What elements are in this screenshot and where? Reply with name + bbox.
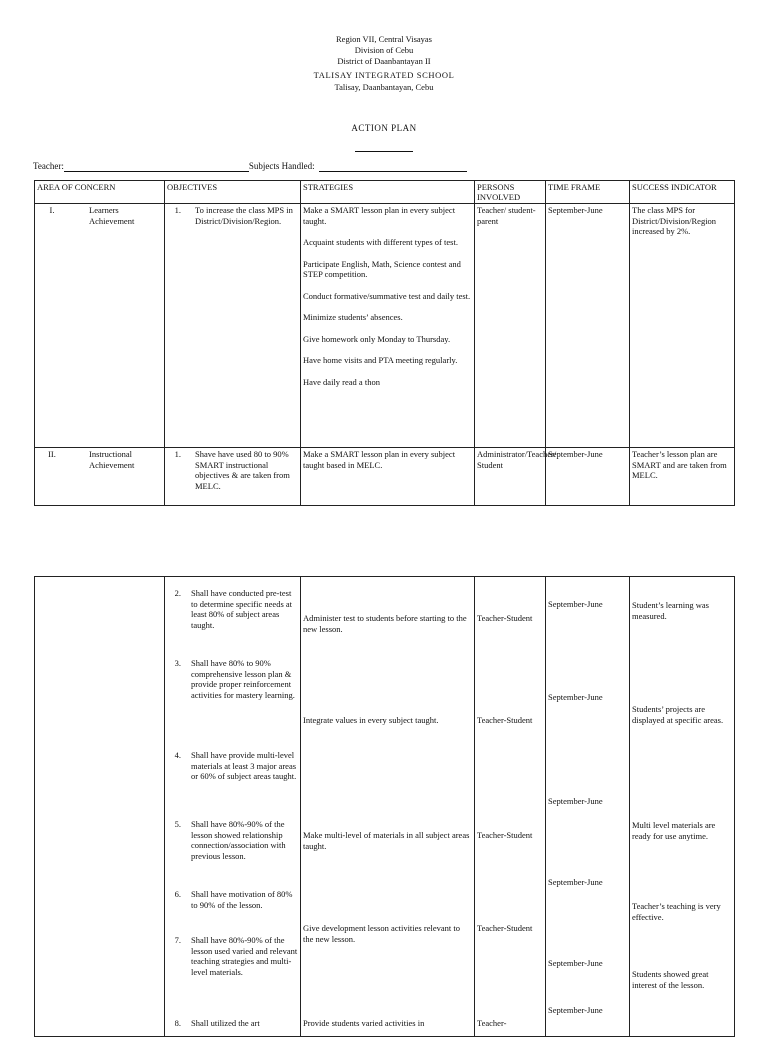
- success-item: Student’s learning was measured.: [632, 600, 709, 621]
- action-plan-table: [34, 180, 735, 506]
- objective-number: 1.: [174, 449, 181, 459]
- strategy-item: Provide students varied activities in: [303, 1018, 425, 1028]
- objective-cell: [165, 448, 301, 506]
- school-name: TALISAY INTEGRATED SCHOOL: [313, 70, 455, 80]
- strategy-item: Give development lesson activities relevant to the new lesson.: [303, 923, 460, 944]
- col-area: AREA OF CONCERN: [35, 181, 165, 204]
- objective-text: Shall have provide multi-level materials at least 3 major areas or 60% of subject areas taught.: [191, 750, 297, 781]
- table-row: [35, 448, 735, 506]
- area-number: I.: [49, 205, 55, 215]
- strategy-item: Make a SMART lesson plan in every subject taught.: [303, 205, 456, 226]
- objective-number: 4.: [174, 750, 181, 760]
- subjects-blank: [319, 163, 467, 172]
- area-number: II.: [48, 449, 56, 459]
- strategy-item: Integrate values in every subject taught.: [303, 715, 439, 725]
- strategy-item: Administer test to students before starting to the new lesson.: [303, 613, 467, 634]
- time-item: September-June: [548, 796, 603, 806]
- region-line: Region VII, Central Visayas: [336, 34, 432, 44]
- strategy-item: Conduct formative/summative test and daily test.: [303, 290, 471, 301]
- success-item: Students’ projects are displayed at specific areas.: [632, 704, 724, 725]
- persons-cell: Administrator/Teacher/ Student: [475, 448, 546, 506]
- table-row: [35, 577, 735, 1037]
- area-text: Instructional Achievement: [89, 449, 135, 470]
- teacher-label: Teacher:: [33, 161, 64, 171]
- objective-item: [167, 889, 298, 910]
- objective-number: 7.: [174, 935, 181, 945]
- col-strategies: STRATEGIES: [301, 181, 475, 204]
- teacher-line: [33, 161, 467, 172]
- table-row: [35, 204, 735, 448]
- strategy-item: Have daily read a thon: [303, 376, 380, 387]
- time-cell: [546, 577, 630, 1037]
- time-item: September-June: [548, 599, 603, 609]
- strategy-item: Make multi-level of materials in all subject areas taught.: [303, 830, 470, 851]
- success-cell: Teacher’s lesson plan are SMART and are taken from MELC.: [630, 448, 735, 506]
- success-cell: The class MPS for District/Division/Region increased by 2%.: [630, 204, 735, 448]
- col-persons: PERSONS INVOLVED: [475, 181, 546, 204]
- time-item: September-June: [548, 958, 603, 968]
- area-cell: [35, 577, 165, 1037]
- area-cell: [35, 204, 165, 448]
- objective-number: 1.: [174, 205, 181, 215]
- person-item: Teacher-Student: [477, 613, 533, 623]
- strategies-cell: Make a SMART lesson plan in every subject taught based in MELC.: [301, 448, 475, 506]
- objective-number: 6.: [174, 889, 181, 899]
- objective-item: [167, 935, 298, 977]
- person-item: Teacher-: [477, 1018, 507, 1028]
- table-header-row: [35, 181, 735, 204]
- strategy-item: Have home visits and PTA meeting regularly.: [303, 355, 458, 365]
- success-cell: [630, 577, 735, 1037]
- objective-number: 2.: [174, 588, 181, 598]
- time-cell: September-June: [546, 448, 630, 506]
- objective-item: [167, 1018, 298, 1029]
- objective-cell: [165, 204, 301, 448]
- objective-text: Shall have 80%-90% of the lesson used varied and relevant teaching strategies and multi-level materials.: [191, 935, 298, 977]
- page-title: ACTION PLAN: [351, 123, 417, 133]
- time-item: September-June: [548, 877, 603, 887]
- area-cell: [35, 448, 165, 506]
- objective-text: Shall have motivation of 80% to 90% of the lesson.: [191, 889, 293, 910]
- col-time: TIME FRAME: [546, 181, 630, 204]
- strategies-cell: [301, 577, 475, 1037]
- objective-item: [167, 588, 298, 630]
- success-item: Multi level materials are ready for use anytime.: [632, 820, 716, 841]
- person-item: Teacher-Student: [477, 830, 533, 840]
- persons-cell: [475, 577, 546, 1037]
- district-line: District of Daanbantayan II: [337, 56, 431, 66]
- objective-cell: [165, 577, 301, 1037]
- objective-text: Shall have 80% to 90% comprehensive lesson plan & provide proper reinforcement activities for mastery learning.: [191, 658, 295, 700]
- division-line: Division of Cebu: [354, 45, 414, 55]
- area-text: Learners Achievement: [89, 205, 135, 226]
- strategy-item: Participate English, Math, Science contest and STEP competition.: [303, 258, 461, 279]
- objective-number: 3.: [174, 658, 181, 668]
- strategy-item: Give homework only Monday to Thursday.: [303, 333, 451, 344]
- objective-item: [167, 750, 298, 782]
- objective-text: Shall have conducted pre-test to determine specific needs at least 80% of subject areas taught.: [191, 588, 293, 630]
- objective-number: 5.: [174, 819, 181, 829]
- action-plan-table-continued: [34, 576, 735, 1037]
- subjects-label: Subjects Handled:: [248, 161, 315, 171]
- objective-number: 8.: [174, 1018, 181, 1028]
- col-success: SUCCESS INDICATOR: [630, 181, 735, 204]
- success-item: Students showed great interest of the lesson.: [632, 969, 709, 990]
- strategy-item: Acquaint students with different types of test.: [303, 237, 458, 247]
- objective-text: Shall have 80%-90% of the lesson showed relationship connection/association with previous lesson.: [191, 819, 286, 861]
- title-underline: [355, 151, 413, 152]
- persons-cell: Teacher/ student-parent: [475, 204, 546, 448]
- objective-item: [167, 658, 298, 700]
- strategy-item: Minimize students’ absences.: [303, 312, 403, 322]
- objective-text: To increase the class MPS in District/Division/Region.: [195, 205, 293, 226]
- teacher-blank: [64, 163, 249, 172]
- objective-item: [167, 819, 298, 861]
- time-item: September-June: [548, 692, 603, 702]
- person-item: Teacher-Student: [477, 923, 533, 933]
- col-objectives: OBJECTIVES: [165, 181, 301, 204]
- objective-text: Shave have used 80 to 90% SMART instructional objectives & are taken from MELC.: [195, 449, 290, 491]
- time-cell: September-June: [546, 204, 630, 448]
- objective-text: Shall utilized the art: [191, 1018, 260, 1028]
- person-item: Teacher-Student: [477, 715, 533, 725]
- success-item: Teacher’s teaching is very effective.: [632, 901, 721, 922]
- strategies-cell: [301, 204, 475, 448]
- school-address: Talisay, Daanbantayan, Cebu: [334, 82, 434, 92]
- time-item: September-June: [548, 1005, 603, 1015]
